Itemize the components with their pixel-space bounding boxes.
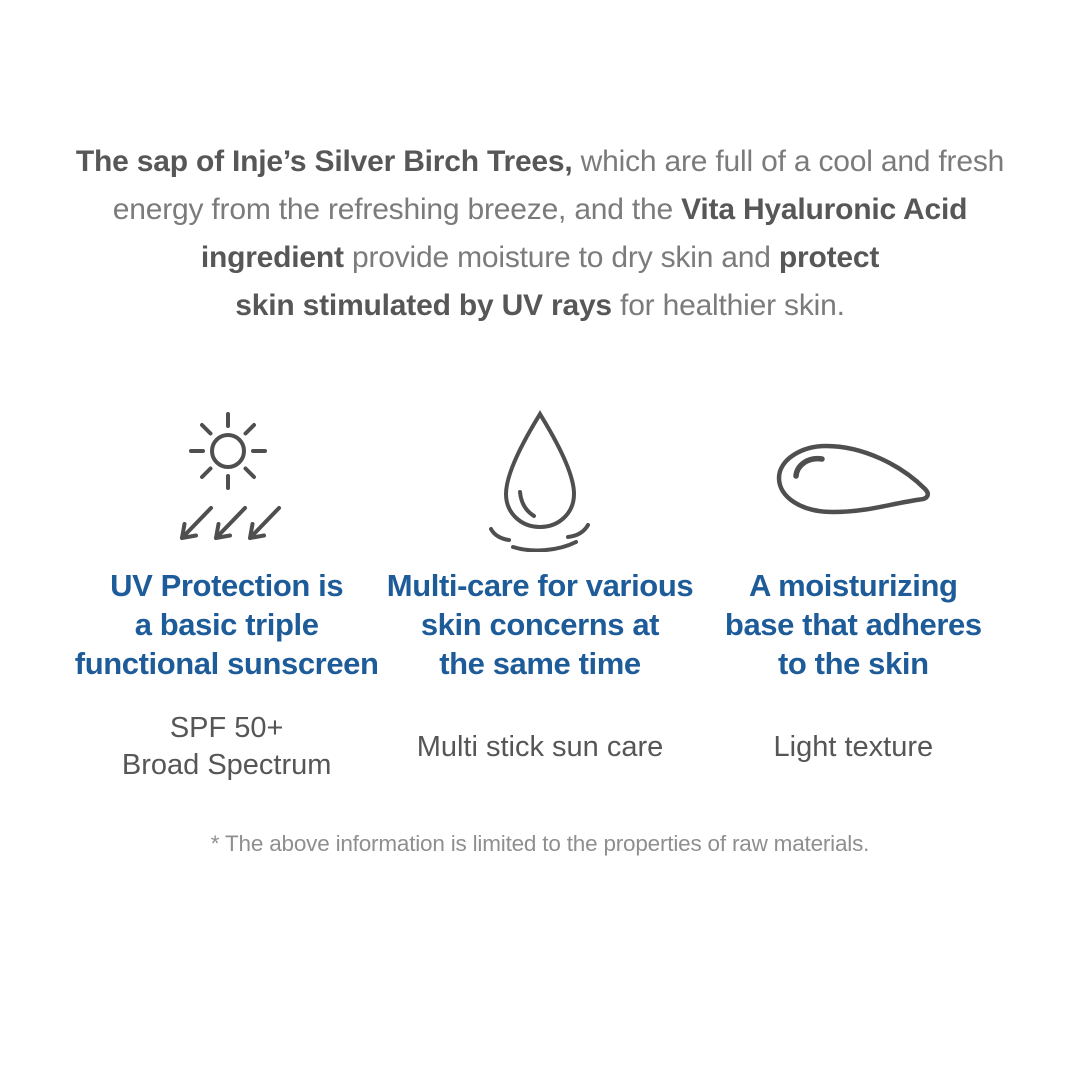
feature-multi-care-title xyxy=(387,566,693,683)
feature-moisturizing-title-line-1: A moisturizing xyxy=(749,568,958,603)
feature-multi-care xyxy=(383,404,696,785)
intro-line-4 xyxy=(0,282,1080,330)
intro-line-2-bold: Vita Hyaluronic Acid xyxy=(681,193,968,226)
feature-uv-title-line-3: functional sunscreen xyxy=(74,646,379,681)
features-row xyxy=(0,404,1080,785)
cream-swatch-svg xyxy=(771,434,935,524)
intro-line-4-bold: skin stimulated by UV rays xyxy=(235,289,612,322)
feature-moisturizing-subtitle-line-1: Light texture xyxy=(773,730,934,763)
intro-line-1-regular: which are full of a cool and fresh xyxy=(572,145,1005,178)
intro-line-3-bold2: protect xyxy=(778,241,880,274)
sun-with-uv-rays-svg xyxy=(162,409,292,549)
intro-line-3 xyxy=(0,234,1080,282)
footnote: * The above information is limited to the properties of raw materials. xyxy=(210,831,870,856)
intro-line-3-regular: provide moisture to dry skin and xyxy=(343,241,779,274)
feature-uv-subtitle-line-2: Broad Spectrum xyxy=(121,749,332,781)
feature-uv-protection xyxy=(70,404,383,785)
feature-uv-title xyxy=(75,566,379,683)
feature-uv-subtitle xyxy=(122,709,332,785)
intro-line-2-regular: energy from the refreshing breeze, and the xyxy=(112,193,682,226)
feature-multi-care-subtitle xyxy=(417,709,664,785)
feature-moisturizing-subtitle xyxy=(774,709,934,785)
feature-uv-title-line-1: UV Protection is xyxy=(110,568,344,603)
feature-moisturizing-base xyxy=(697,404,1010,785)
feature-uv-title-line-2: a basic triple xyxy=(134,607,319,642)
feature-multi-care-title-line-1: Multi-care for various xyxy=(386,568,694,603)
feature-moisturizing-title-line-2: base that adheres xyxy=(724,607,982,642)
intro-line-3-bold: ingredient xyxy=(200,241,344,274)
water-drop-ripple-icon xyxy=(479,404,601,554)
intro-line-1 xyxy=(0,138,1080,186)
cream-swatch-icon xyxy=(771,404,935,554)
feature-moisturizing-title xyxy=(725,566,982,683)
feature-multi-care-title-line-2: skin concerns at xyxy=(420,607,660,642)
feature-multi-care-subtitle-line-1: Multi stick sun care xyxy=(416,730,664,763)
feature-multi-care-title-line-3: the same time xyxy=(439,646,641,681)
water-drop-ripple-svg xyxy=(479,406,601,552)
intro-paragraph xyxy=(0,0,1080,330)
sun-with-uv-rays-icon xyxy=(162,404,292,554)
intro-line-2 xyxy=(0,186,1080,234)
feature-uv-subtitle-line-1: SPF 50+ xyxy=(169,712,284,744)
intro-line-4-regular: for healthier skin. xyxy=(611,289,845,322)
feature-moisturizing-title-line-3: to the skin xyxy=(778,646,929,681)
intro-line-1-bold: The sap of Inje’s Silver Birch Trees, xyxy=(75,145,573,178)
